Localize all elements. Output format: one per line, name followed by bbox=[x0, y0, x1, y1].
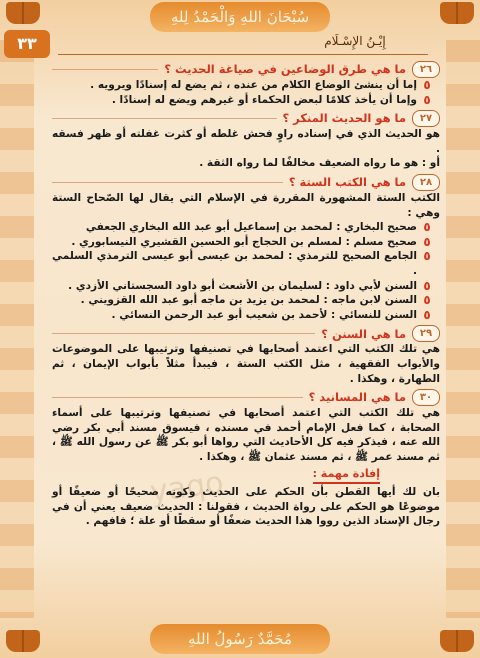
bottom-banner: مُحَمَّدٌ رَسُولُ اللهِ bbox=[150, 624, 330, 654]
question-text: ما هي الكتب الستة ؟ bbox=[288, 175, 406, 190]
question-heading bbox=[52, 325, 440, 342]
list-item bbox=[52, 78, 432, 93]
list-item bbox=[52, 249, 432, 278]
paragraph: هي تلك الكتب التي اعتمد أصحابها في تصنيفها وترتيبها على أسماء الصحابة ، كما فعل الإمام أحمد في مسنده ، فيسوق مسند أبي بكر رضي الله عنه ، فيذكر فيه كل الأحاديث التي رواها أبو بكر ﷺ عن رسول الله ﷺ ، ثم مسند عمر ﷺ ، ثم مسند عثمان ﷺ ، وهكذا . bbox=[52, 407, 440, 463]
list-item bbox=[52, 220, 432, 235]
page-content bbox=[52, 58, 440, 618]
note-title: إفادة مهمة : bbox=[313, 467, 380, 484]
question-text: ما هي المسانيد ؟ bbox=[308, 390, 406, 405]
book-icon bbox=[6, 2, 40, 28]
bullet-icon: ٥ bbox=[423, 92, 431, 107]
paragraph: هو الحديث الذي في إسناده راوٍ فحش غلطه أو كثرت غفلته أو ظهر فسقه . bbox=[52, 128, 440, 155]
list-item bbox=[52, 235, 432, 250]
question-number: ٣٠ bbox=[412, 389, 440, 406]
divider bbox=[52, 397, 303, 398]
paragraph: هي تلك الكتب التي اعتمد أصحابها في تصنيفها وترتيبها على الموضوعات والأبواب الفقهية ، مثل الكتب الستة ، فيبدأ مثلاً بأبواب الإيمان ، ثم الطهارة ، وهكذا . bbox=[52, 343, 440, 385]
note-paragraph: بان لك أيها القطن بأن الحكم على الحديث وكونه صحيحًا أو ضعيفًا أو موضوعًا هو الحكم على رواة الحديث ، فقولنا : الحديث ضعيف يعني أن في رجال الإسناد الذين رووا هذا الحديث ضعفًا أو سقطًا أو علة ؛ فافهم . bbox=[52, 486, 440, 528]
question-heading bbox=[52, 389, 440, 406]
question-heading bbox=[52, 110, 440, 127]
list-item bbox=[52, 93, 432, 108]
right-border-decoration bbox=[446, 40, 480, 618]
list-item-text: السنن لابن ماجه : لمحمد بن يزيد بن ماجه أبو عبد الله القزويني . bbox=[80, 294, 417, 307]
divider bbox=[52, 69, 158, 70]
list-item-text: وإما أن يأخذ كلامًا لبعض الحكماء أو غيرهم ويضع له إسنادًا . bbox=[111, 93, 417, 106]
divider bbox=[52, 333, 315, 334]
divider bbox=[52, 182, 283, 183]
list-item bbox=[52, 308, 432, 323]
bullet-icon: ٥ bbox=[423, 293, 431, 308]
bullet-icon: ٥ bbox=[423, 220, 431, 235]
book-icon bbox=[440, 630, 474, 656]
question-number: ٢٧ bbox=[412, 110, 440, 127]
top-banner: سُبْحَانَ اللهِ وَالْحَمْدُ لِلهِ bbox=[150, 2, 330, 32]
list-item bbox=[52, 293, 432, 308]
question-text: ما هو الحديث المنكر ؟ bbox=[282, 111, 406, 126]
page-number: ٣٣ bbox=[4, 30, 50, 58]
question-text: ما هي السنن ؟ bbox=[321, 326, 406, 341]
question-heading bbox=[52, 61, 440, 78]
list-item-text: السنن للنسائي : لأحمد بن شعيب أبو عبد الرحمن النسائي . bbox=[111, 308, 417, 321]
watermark: yaqo bbox=[147, 465, 226, 510]
header-divider bbox=[58, 54, 428, 55]
bullet-icon: ٥ bbox=[423, 249, 431, 264]
list-item-text: صحيح مسلم : لمسلم بن الحجاج أبو الحسين القشيري النيسابوري . bbox=[71, 235, 417, 248]
list-item bbox=[52, 279, 432, 294]
question-text: ما هي طرق الوضاعين في صياغة الحديث ؟ bbox=[164, 62, 406, 77]
bullet-icon: ٥ bbox=[423, 78, 431, 92]
left-border-decoration bbox=[0, 40, 34, 618]
paragraph: أو : هو ما رواه الضعيف مخالفًا لما رواه الثقة . bbox=[199, 157, 440, 170]
divider bbox=[52, 118, 277, 119]
bullet-icon: ٥ bbox=[423, 234, 431, 249]
question-number: ٢٦ bbox=[412, 61, 440, 78]
question-number: ٢٨ bbox=[412, 174, 440, 191]
book-icon bbox=[6, 630, 40, 656]
list-item-text: إما أن ينشئ الوضاع الكلام من عنده ، ثم يضع له إسنادًا ويرويه . bbox=[90, 79, 417, 91]
list-item-text: صحيح البخاري : لمحمد بن إسماعيل أبو عبد الله البخاري الجعفي bbox=[85, 221, 417, 234]
running-head: إِيْـنُ الإِسْـلَام bbox=[324, 34, 386, 48]
list-item-text: الجامع الصحيح للترمذي : لمحمد بن عيسى أبو عيسى الترمذي السلمي . bbox=[52, 250, 417, 277]
list-item-text: السنن لأبي داود : لسليمان بن الأشعث أبو داود السجستاني الأزدي . bbox=[68, 279, 417, 292]
bullet-icon: ٥ bbox=[423, 307, 431, 322]
question-heading bbox=[52, 174, 440, 191]
paragraph: الكتب الستة المشهورة المقررة في الإسلام التي يقال لها الصّحاح الستة وهي : bbox=[52, 191, 440, 219]
book-icon bbox=[440, 2, 474, 28]
bullet-icon: ٥ bbox=[423, 278, 431, 293]
question-number: ٢٩ bbox=[412, 325, 440, 342]
